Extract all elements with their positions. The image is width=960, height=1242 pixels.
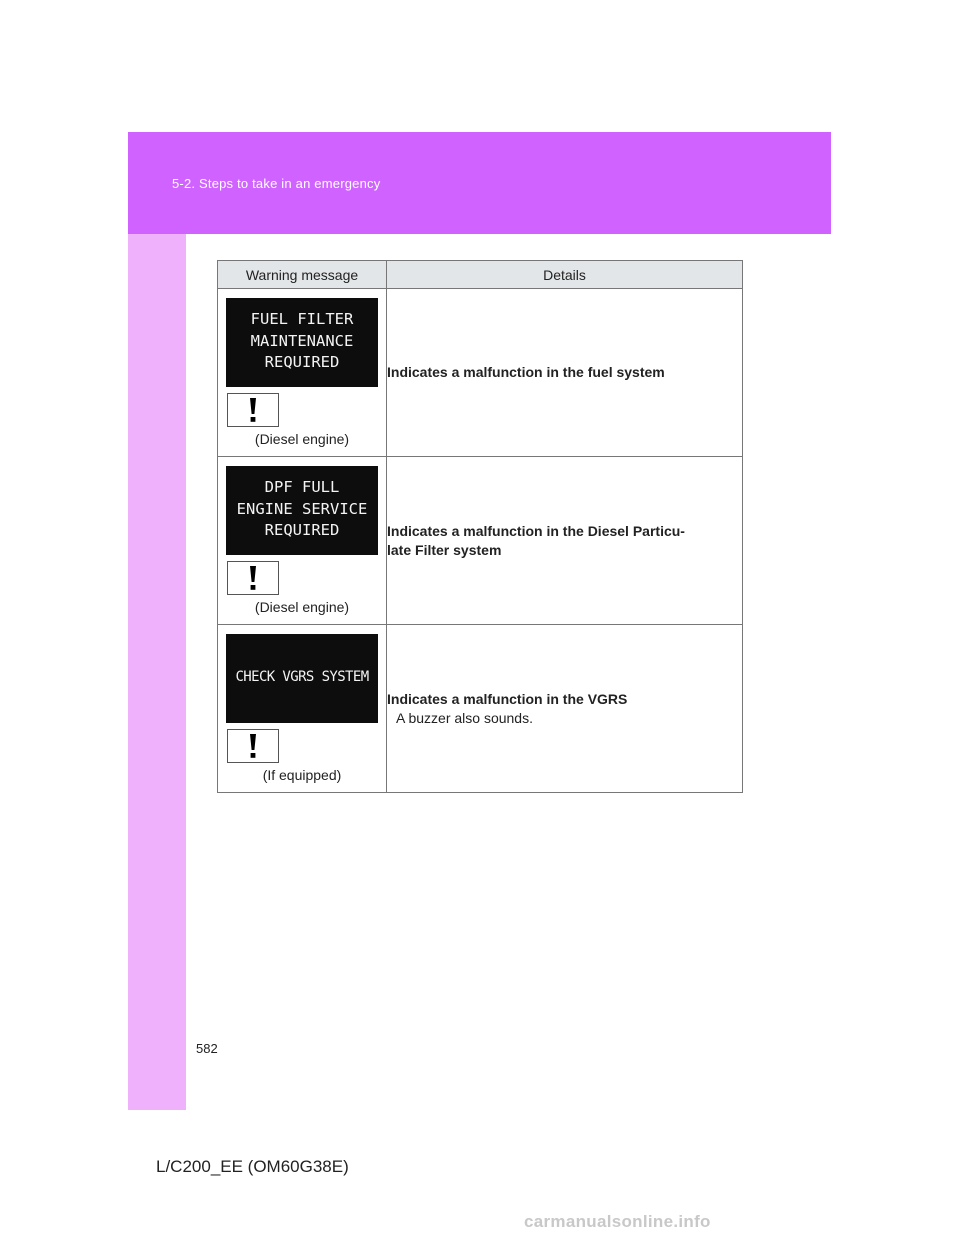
condition-note: (If equipped) [262,767,342,783]
multi-info-display [226,298,378,387]
warning-message-table [217,260,743,793]
details-cell [387,457,743,625]
message-cell [218,457,387,625]
table-row [218,457,743,625]
details-cell [387,289,743,457]
display-message: CHECK VGRS SYSTEM [235,668,369,685]
message-cell [218,625,387,793]
table-row [218,625,743,793]
detail-text: Indicates a malfunction in the VGRS [387,690,628,707]
display-message: DPF FULL ENGINE SERVICE REQUIRED [236,478,368,540]
message-cell [218,289,387,457]
multi-info-display [226,466,378,555]
master-warning-indicator [227,393,279,427]
exclamation-warning-icon [246,565,260,591]
table-row [218,289,743,457]
detail-subtext: A buzzer also sounds. [396,709,533,726]
detail-text: Indicates a malfunction in the fuel system [387,364,665,380]
header-warning-message: Warning message [218,261,387,289]
condition-note: (Diesel engine) [254,599,350,615]
header-band [128,132,831,234]
section-title: 5-2. Steps to take in an emergency [172,176,381,191]
multi-info-display [226,634,378,723]
side-band [128,234,186,1110]
detail-text: Indicates a malfunction in the Diesel Particu- late Filter system [387,522,685,558]
exclamation-warning-icon [246,397,260,423]
header-details: Details [387,261,743,289]
condition-note: (Diesel engine) [254,431,350,447]
display-message: FUEL FILTER MAINTENANCE REQUIRED [250,310,354,372]
details-cell [387,625,743,793]
document-code: L/C200_EE (OM60G38E) [156,1157,349,1176]
master-warning-indicator [227,561,279,595]
page-number: 582 [196,1041,218,1056]
master-warning-indicator [227,729,279,763]
exclamation-warning-icon [246,733,260,759]
watermark-logo: carmanualsonline.info [524,1212,711,1231]
